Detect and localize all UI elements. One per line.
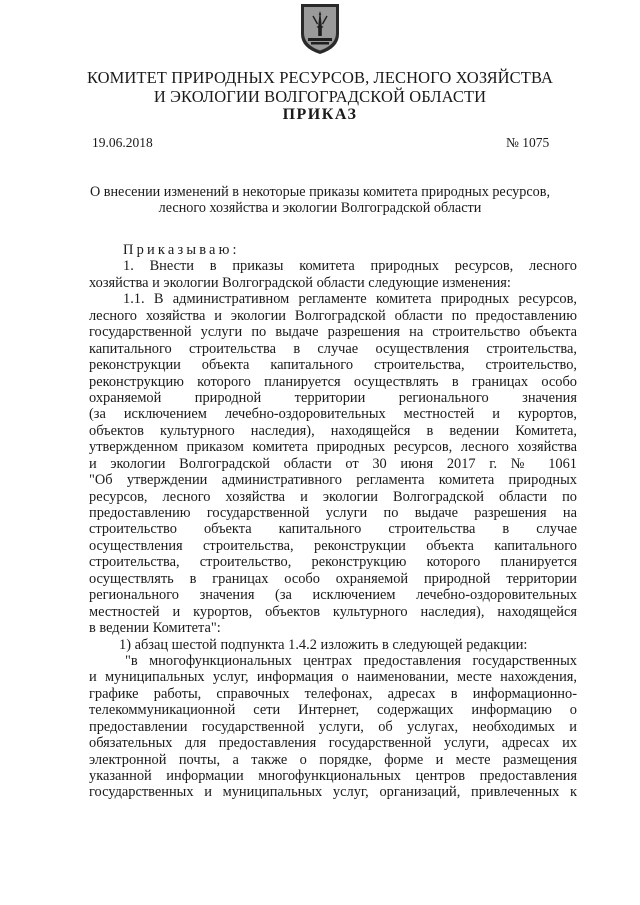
body-line: в ведении Комитета": [89, 620, 221, 637]
body-line: Приказываю: [123, 242, 240, 258]
body-line: объектов культурного наследия), находящейся в ведении Комитета, [89, 422, 577, 439]
body-line: "Об утверждении административного регламента комитета природных [89, 472, 577, 489]
subject-line-1: О внесении изменений в некоторые приказы комитета природных ресурсов, [89, 184, 551, 200]
body-line: (за исключением лечебно-оздоровительных местностей и курортов, [89, 406, 577, 423]
body-line: строительство объекта капитального строительства в случае [89, 521, 577, 538]
document-date: 19.06.2018 [92, 135, 153, 150]
body-line: осуществления строительства, реконструкции объекта капитального [89, 537, 577, 554]
committee-name-line-2: И ЭКОЛОГИИ ВОЛГОГРАДСКОЙ ОБЛАСТИ [153, 87, 487, 106]
body-line: местностей и курортов, объектов культурного наследия), находящейся [89, 603, 577, 620]
document-body [89, 242, 577, 801]
body-line: предоставлении государственной услуги, об услугах, необходимых и [89, 718, 577, 735]
coat-of-arms-icon [298, 2, 342, 56]
body-line: реконструкцию которого планируется осуществлять в границах особо [89, 373, 577, 390]
subject-line-2: лесного хозяйства и экологии Волгоградской области [158, 200, 482, 216]
body-line: ресурсов, лесного хозяйства и экологии Волгоградской области по [89, 488, 577, 505]
body-line: и муниципальных услуг, информация о наименовании, месте нахождения, [89, 669, 577, 686]
document-type-title: ПРИКАЗ [282, 106, 358, 123]
body-line: графике работы, справочных телефонах, адресах в информационно- [89, 685, 577, 702]
body-line: капитального строительства в случае осуществления строительства, [89, 340, 577, 357]
body-line: указанной информации многофункциональных центров предоставления [89, 768, 577, 784]
body-line: 1.1. В административном регламенте комитета природных ресурсов, [123, 291, 577, 308]
body-line: государственных и муниципальных услуг, организаций, привлеченных к [89, 784, 577, 801]
body-line: "в многофункциональных центрах предоставления государственных [125, 652, 577, 669]
document-number: № 1075 [506, 135, 550, 150]
body-line: телекоммуникационной сети Интернет, содержащих информацию о [89, 702, 577, 719]
body-line: предоставлению государственной услуги по выдаче разрешения на [89, 505, 577, 521]
body-line: 1. Внести в приказы комитета природных ресурсов, лесного [123, 258, 577, 275]
body-line: реконструкции объекта капитального строительства, строительство, [89, 357, 577, 374]
body-line: утвержденном приказом комитета природных ресурсов, лесного хозяйства [89, 439, 577, 456]
body-line: охраняемой природной территории регионального значения [89, 389, 577, 406]
body-line: обязательных для предоставления государственной услуги, адресах их [89, 735, 577, 752]
body-line: государственной услуги по выдаче разрешения на строительство объекта [89, 324, 577, 341]
body-line: осуществлять в границах особо охраняемой природной территории [89, 570, 577, 587]
body-line: хозяйства и экологии Волгоградской области следующие изменения: [89, 274, 511, 291]
body-line: электронной почты, а также о порядке, форме и месте размещения [89, 751, 577, 768]
body-line: лесного хозяйства и экологии Волгоградской области по предоставлению [89, 307, 577, 324]
body-line: 1) абзац шестой подпункта 1.4.2 изложить в следующей редакции: [119, 636, 528, 653]
body-line: строительства, строительство, реконструкцию которого планируется [89, 554, 577, 571]
committee-name-line-1: КОМИТЕТ ПРИРОДНЫХ РЕСУРСОВ, ЛЕСНОГО ХОЗЯЙСТВА [86, 68, 554, 87]
body-line: и экологии Волгоградской области от 30 июня 2017 г. № 1061 [89, 455, 577, 472]
body-line: регионального значения (за исключением лечебно-оздоровительных [89, 587, 577, 604]
